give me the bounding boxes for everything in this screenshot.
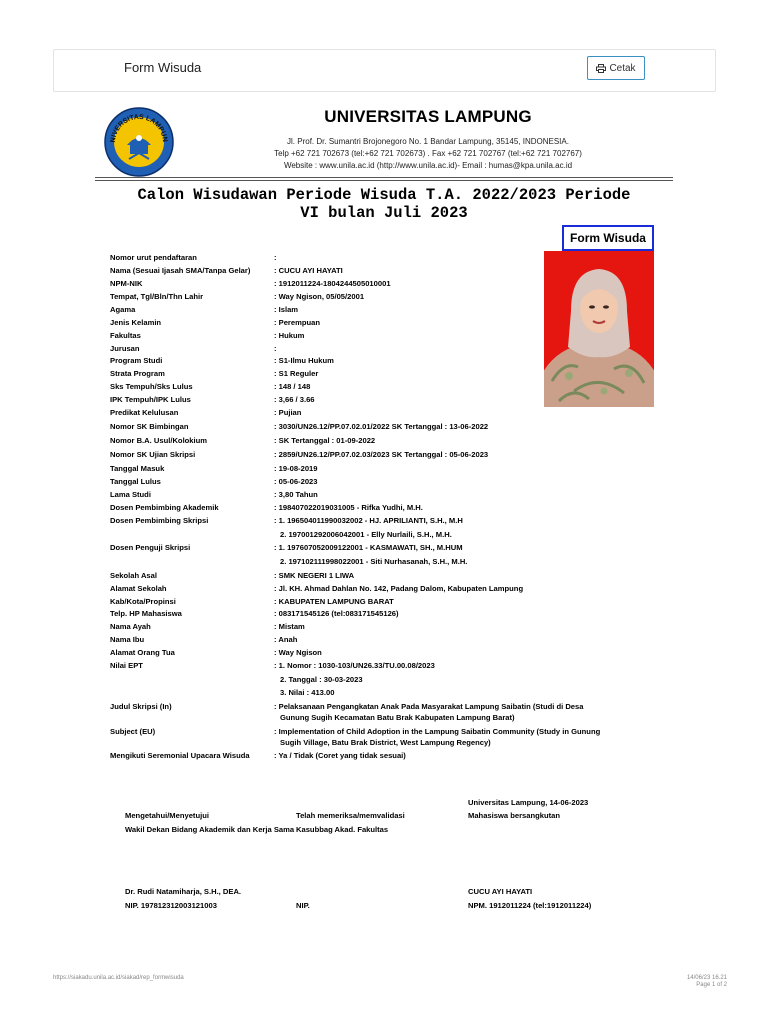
field-value: : S1-Ilmu Hukum [274, 356, 334, 365]
field-value: : SK Tertanggal : 01-09-2022 [274, 436, 376, 445]
field-label: IPK Tempuh/IPK Lulus [110, 395, 191, 404]
field-label: Sks Tempuh/Sks Lulus [110, 382, 193, 391]
signature-col1-name: Dr. Rudi Natamiharja, S.H., DEA. [125, 887, 242, 896]
field-label: Alamat Orang Tua [110, 648, 175, 657]
field-label: Tanggal Masuk [110, 464, 165, 473]
field-label: Mengikuti Seremonial Upacara Wisuda [110, 751, 250, 760]
field-label: Judul Skripsi (In) [110, 702, 172, 711]
header-divider [95, 180, 673, 181]
field-value: : 083171545126 (tel:083171545126) [274, 609, 399, 618]
field-label: NPM-NIK [110, 279, 143, 288]
field-value: : Way Ngison, 05/05/2001 [274, 292, 365, 301]
field-value: : 1. 196504011990032002 - HJ. APRILIANTI, S.H., M.H [274, 516, 463, 525]
signature-col2-title: Telah memeriksa/memvalidasi [296, 811, 405, 820]
field-label: Sekolah Asal [110, 571, 157, 580]
field-label: Alamat Sekolah [110, 584, 167, 593]
field-value: : 198407022019031005 - Rifka Yudhi, M.H. [274, 503, 423, 512]
field-continuation: 2. 197001292006042001 - Elly Nurlaili, S.H., M.H. [280, 530, 452, 539]
field-value: : Mistam [274, 622, 305, 631]
field-value: : [274, 253, 277, 262]
signature-col1-role: Wakil Dekan Bidang Akademik dan Kerja Sama [125, 825, 295, 834]
field-value: : 3,80 Tahun [274, 490, 318, 499]
field-label: Predikat Kelulusan [110, 408, 179, 417]
field-label: Telp. HP Mahasiswa [110, 609, 182, 618]
field-value: : Pujian [274, 408, 302, 417]
footer-url: https://siakadu.unila.ac.id/siakad/rep_formwisuda [53, 975, 184, 981]
signature-col2-nip: NIP. [296, 901, 310, 910]
university-website: Website : www.unila.ac.id (http://www.unila.ac.id)- Email : humas@kpa.unila.ac.id [283, 161, 573, 170]
field-label: Fakultas [110, 331, 141, 340]
field-label: Lama Studi [110, 490, 151, 499]
field-value: : Pelaksanaan Pengangkatan Anak Pada Masyarakat Lampung Saibatin (Studi di Desa [274, 702, 584, 711]
field-label: Tempat, Tgl/Bln/Thn Lahir [110, 292, 204, 301]
header-bar [53, 49, 716, 92]
field-label: Subject (EU) [110, 727, 156, 736]
field-label: Kab/Kota/Propinsi [110, 597, 176, 606]
signature-col1-title: Mengetahui/Menyetujui [125, 811, 209, 820]
field-value: : CUCU AYI HAYATI [274, 266, 343, 275]
field-label: Nama Ibu [110, 635, 145, 644]
field-value: : Anah [274, 635, 298, 644]
document-title-line: Calon Wisudawan Periode Wisuda T.A. 2022/2023 Periode [137, 186, 631, 204]
signature-place-date: Universitas Lampung, 14-06-2023 [468, 798, 589, 807]
field-value: : [274, 344, 277, 353]
print-label: Cetak [609, 62, 636, 74]
field-label: Nomor SK Bimbingan [110, 422, 189, 431]
field-label: Nama Ayah [110, 622, 151, 631]
university-phone: Telp +62 721 702673 (tel:+62 721 702673) . Fax +62 721 702767 (tel:+62 721 702767) [274, 149, 582, 158]
field-value: : 148 / 148 [274, 382, 311, 391]
field-label: Dosen Penguji Skripsi [110, 543, 191, 552]
field-value: : S1 Reguler [274, 369, 319, 378]
field-label: Nilai EPT [110, 661, 143, 670]
field-label: Nomor B.A. Usul/Kolokium [110, 436, 208, 445]
field-label: Agama [110, 305, 136, 314]
field-continuation: 3. Nilai : 413.00 [280, 688, 335, 697]
form-wisuda-label: Form Wisuda [562, 225, 654, 251]
field-label: Jenis Kelamin [110, 318, 162, 327]
signature-col3-name: CUCU AYI HAYATI [468, 887, 533, 896]
field-value: : 19-08-2019 [274, 464, 318, 473]
print-button[interactable] [587, 56, 645, 80]
field-value: : Hukum [274, 331, 305, 340]
svg-text:UNIVERSITAS LAMPUNG: NIVERSITAS LAMPUN [109, 113, 169, 143]
field-value: : 05-06-2023 [274, 477, 318, 486]
footer-meta [687, 975, 727, 989]
field-label: Program Studi [110, 356, 163, 365]
document-title [95, 186, 673, 222]
field-value: : Ya / Tidak (Coret yang tidak sesuai) [274, 751, 406, 760]
field-value: : Implementation of Child Adoption in the Lampung Saibatin Community (Study in Gunung [274, 727, 601, 736]
field-label: Nomor urut pendaftaran [110, 253, 197, 262]
field-value: : 1. 197607052009122001 - KASMAWATI, SH., M.HUM [274, 543, 463, 552]
university-name: UNIVERSITAS LAMPUNG [324, 107, 532, 126]
field-value: : Jl. KH. Ahmad Dahlan No. 142, Padang Dalom, Kabupaten Lampung [274, 584, 524, 593]
field-value: : KABUPATEN LAMPUNG BARAT [274, 597, 394, 606]
field-label: Nomor SK Ujian Skripsi [110, 450, 196, 459]
field-continuation: Gunung Sugih Kecamatan Batu Brak Kabupaten Lampung Barat) [280, 713, 515, 722]
field-value: : 1912011224-1804244505010001 [274, 279, 391, 288]
student-photo [544, 251, 654, 407]
signature-col2-role: Kasubbag Akad. Fakultas [296, 825, 389, 834]
field-label: Nama (Sesuai Ijasah SMA/Tanpa Gelar) [110, 266, 251, 275]
field-value: : 2859/UN26.12/PP.07.02.03/2023 SK Tertanggal : 05-06-2023 [274, 450, 489, 459]
field-value: : 3,66 / 3.66 [274, 395, 315, 404]
signature-col1-nip: NIP. 197812312003121003 [125, 901, 217, 910]
footer-page: Page 1 of 2 [696, 982, 727, 988]
footer-datetime: 14/06/23 16.21 [686, 975, 727, 981]
field-label: Tanggal Lulus [110, 477, 161, 486]
page-title: Form Wisuda [124, 60, 202, 75]
field-value: : Islam [274, 305, 299, 314]
field-value: : 1. Nomor : 1030-103/UN26.33/TU.00.08/2023 [274, 661, 435, 670]
field-continuation: 2. 197102111998022001 - Siti Nurhasanah, S.H., M.H. [280, 557, 468, 566]
field-label: Dosen Pembimbing Akademik [110, 503, 219, 512]
field-continuation: 2. Tanggal : 30-03-2023 [280, 675, 363, 684]
field-value: : SMK NEGERI 1 LIWA [274, 571, 355, 580]
field-value: : 3030/UN26.12/PP.07.02.01/2022 SK Tertanggal : 13-06-2022 [274, 422, 489, 431]
university-address: Jl. Prof. Dr. Sumantri Brojonegoro No. 1 Bandar Lampung, 35145, INDONESIA. [287, 137, 569, 146]
field-label: Strata Program [110, 369, 165, 378]
header-divider [95, 177, 673, 178]
signature-col3-title: Mahasiswa bersangkutan [468, 811, 561, 820]
field-value: : Perempuan [274, 318, 320, 327]
field-label: Jurusan [110, 344, 140, 353]
document-title-line: VI bulan Juli 2023 [300, 204, 468, 222]
printer-icon [596, 64, 606, 73]
field-value: : Way Ngison [274, 648, 322, 657]
signature-col3-npm: NPM. 1912011224 (tel:1912011224) [468, 901, 592, 910]
field-label: Dosen Pembimbing Skripsi [110, 516, 209, 525]
field-continuation: Sugih Village, Batu Brak District, West Lampung Regency) [280, 738, 491, 747]
university-logo [104, 107, 174, 177]
